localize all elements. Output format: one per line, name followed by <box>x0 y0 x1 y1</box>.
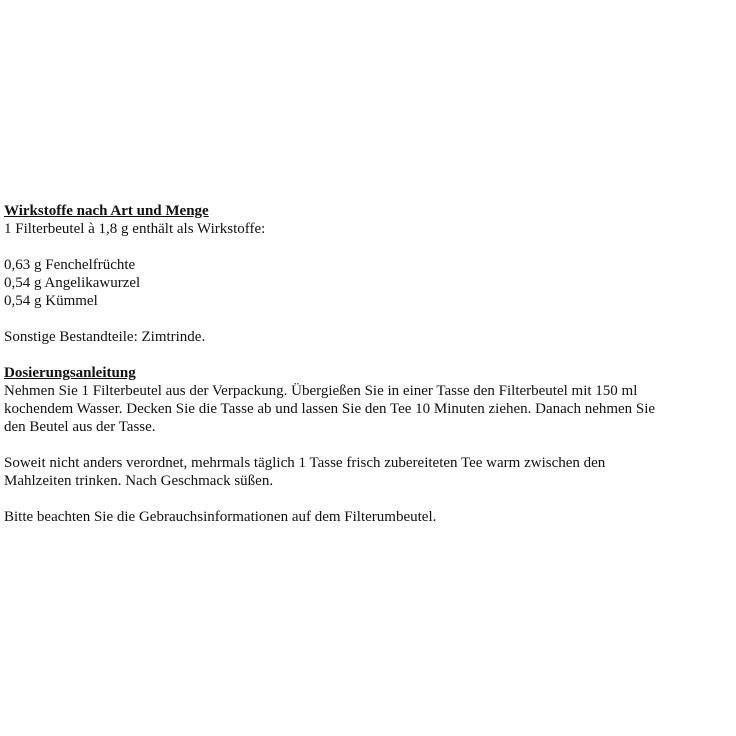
spacer <box>4 490 732 508</box>
section-heading-dosage: Dosierungsanleitung <box>4 365 136 381</box>
other-ingredients: Sonstige Bestandteile: Zimtrinde. <box>4 329 206 345</box>
section-heading-active-ingredients: Wirkstoffe nach Art und Menge <box>4 203 209 219</box>
spacer <box>4 238 732 256</box>
ingredients-intro: 1 Filterbeutel à 1,8 g enthält als Wirkstoffe: <box>4 221 266 237</box>
dosage-paragraph-line: kochendem Wasser. Decken Sie die Tasse ab und lassen Sie den Tee 10 Minuten ziehen. Danach nehmen Sie <box>4 401 656 417</box>
spacer <box>4 310 732 328</box>
dosage-paragraph-line: Mahlzeiten trinken. Nach Geschmack süßen. <box>4 473 274 489</box>
document-body <box>4 202 732 526</box>
ingredient-item: 0,54 g Angelikawurzel <box>4 275 141 291</box>
dosage-paragraph-line: Nehmen Sie 1 Filterbeutel aus der Verpackung. Übergießen Sie in einer Tasse den Filterbeutel mit 150 ml <box>4 383 638 399</box>
spacer <box>4 346 732 364</box>
ingredient-item: 0,54 g Kümmel <box>4 293 98 309</box>
ingredient-item: 0,63 g Fenchelfrüchte <box>4 257 136 273</box>
dosage-paragraph-line: Soweit nicht anders verordnet, mehrmals täglich 1 Tasse frisch zubereiteten Tee warm zwischen den <box>4 455 606 471</box>
dosage-paragraph-line: den Beutel aus der Tasse. <box>4 419 156 435</box>
spacer <box>4 436 732 454</box>
usage-note: Bitte beachten Sie die Gebrauchsinformationen auf dem Filterumbeutel. <box>4 509 437 525</box>
